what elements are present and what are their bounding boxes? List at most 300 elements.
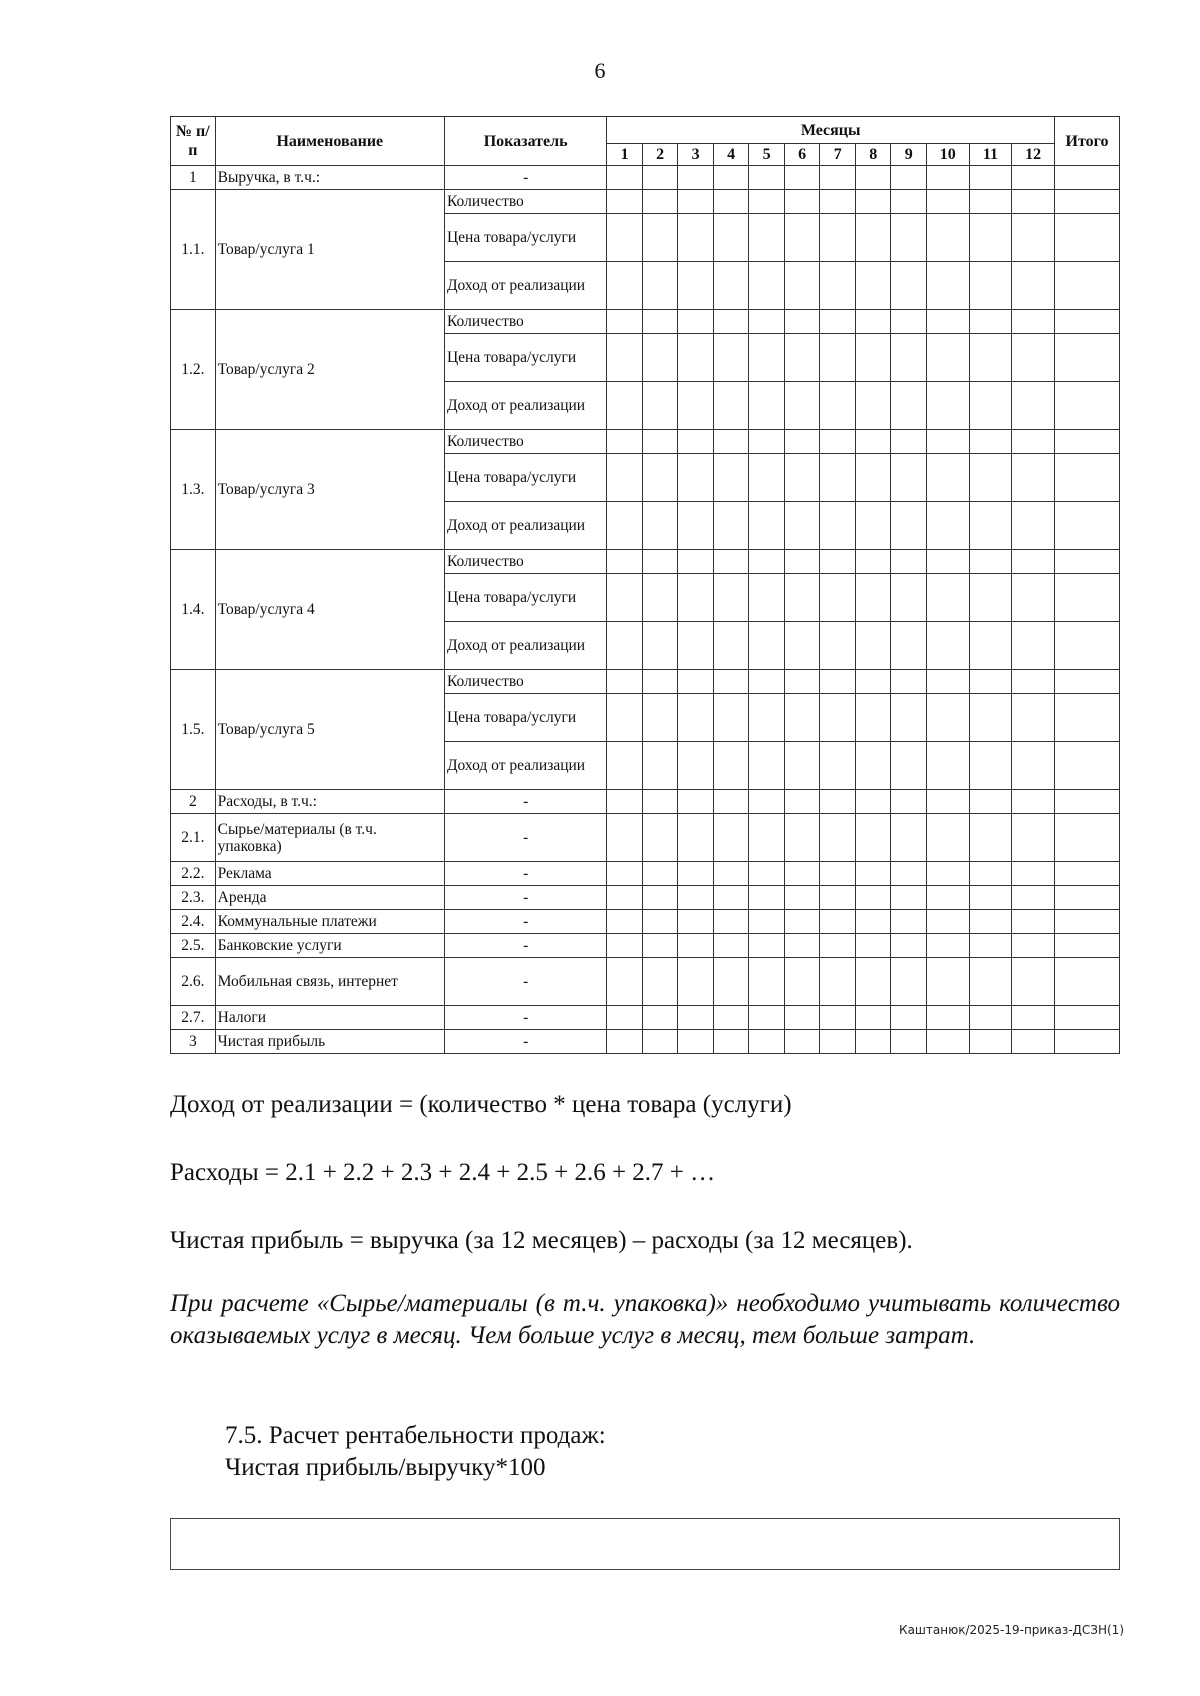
product-5-ind-1-month-4-cell[interactable] [713,670,749,694]
product-2-ind-1-month-5-cell[interactable] [749,310,785,334]
expense-2-month-2-cell[interactable] [642,814,678,862]
product-4-ind-2-month-6-cell[interactable] [784,574,820,622]
product-4-ind-3-month-1-cell[interactable] [607,622,643,670]
product-2-ind-3-total-cell[interactable] [1054,382,1119,430]
product-2-ind-1-month-6-cell[interactable] [784,310,820,334]
expense-1-month-1-cell[interactable] [607,790,643,814]
product-5-ind-2-month-2-cell[interactable] [642,694,678,742]
revenue-month-4-cell[interactable] [713,166,749,190]
product-5-ind-2-month-4-cell[interactable] [713,694,749,742]
product-2-ind-2-month-5-cell[interactable] [749,334,785,382]
product-4-ind-3-total-cell[interactable] [1054,622,1119,670]
product-4-ind-2-month-4-cell[interactable] [713,574,749,622]
product-4-ind-1-month-12-cell[interactable] [1012,550,1055,574]
expense-7-total-cell[interactable] [1054,958,1119,1006]
product-1-ind-1-month-10-cell[interactable] [926,190,969,214]
product-4-ind-1-month-9-cell[interactable] [891,550,927,574]
product-3-ind-3-month-6-cell[interactable] [784,502,820,550]
expense-3-month-11-cell[interactable] [969,862,1012,886]
revenue-month-12-cell[interactable] [1012,166,1055,190]
product-2-ind-3-month-2-cell[interactable] [642,382,678,430]
expense-4-month-3-cell[interactable] [678,886,714,910]
expense-8-month-11-cell[interactable] [969,1006,1012,1030]
product-2-ind-1-month-1-cell[interactable] [607,310,643,334]
expense-5-month-4-cell[interactable] [713,910,749,934]
product-3-ind-3-month-1-cell[interactable] [607,502,643,550]
product-2-ind-1-month-12-cell[interactable] [1012,310,1055,334]
product-5-ind-1-month-6-cell[interactable] [784,670,820,694]
expense-2-month-11-cell[interactable] [969,814,1012,862]
expense-3-month-8-cell[interactable] [855,862,891,886]
product-3-ind-2-month-9-cell[interactable] [891,454,927,502]
expense-5-month-10-cell[interactable] [926,910,969,934]
expense-2-month-10-cell[interactable] [926,814,969,862]
product-4-ind-1-total-cell[interactable] [1054,550,1119,574]
product-4-ind-3-month-6-cell[interactable] [784,622,820,670]
product-3-ind-2-month-1-cell[interactable] [607,454,643,502]
expense-9-month-5-cell[interactable] [749,1030,785,1054]
product-2-ind-1-month-9-cell[interactable] [891,310,927,334]
expense-5-month-6-cell[interactable] [784,910,820,934]
expense-7-month-5-cell[interactable] [749,958,785,1006]
product-3-ind-3-month-11-cell[interactable] [969,502,1012,550]
revenue-month-6-cell[interactable] [784,166,820,190]
expense-5-month-8-cell[interactable] [855,910,891,934]
product-3-ind-1-month-2-cell[interactable] [642,430,678,454]
product-1-ind-2-month-5-cell[interactable] [749,214,785,262]
product-1-ind-1-month-6-cell[interactable] [784,190,820,214]
expense-6-month-9-cell[interactable] [891,934,927,958]
expense-5-month-9-cell[interactable] [891,910,927,934]
answer-input-box[interactable] [170,1518,1120,1570]
product-3-ind-1-total-cell[interactable] [1054,430,1119,454]
product-5-ind-1-month-10-cell[interactable] [926,670,969,694]
expense-9-month-9-cell[interactable] [891,1030,927,1054]
expense-8-month-8-cell[interactable] [855,1006,891,1030]
expense-4-month-2-cell[interactable] [642,886,678,910]
expense-6-month-8-cell[interactable] [855,934,891,958]
product-5-ind-1-month-2-cell[interactable] [642,670,678,694]
product-1-ind-2-month-10-cell[interactable] [926,214,969,262]
product-4-ind-3-month-7-cell[interactable] [820,622,856,670]
product-4-ind-1-month-8-cell[interactable] [855,550,891,574]
expense-7-month-9-cell[interactable] [891,958,927,1006]
expense-2-month-8-cell[interactable] [855,814,891,862]
expense-5-month-2-cell[interactable] [642,910,678,934]
expense-4-total-cell[interactable] [1054,886,1119,910]
expense-8-month-6-cell[interactable] [784,1006,820,1030]
expense-3-month-4-cell[interactable] [713,862,749,886]
product-5-ind-3-month-8-cell[interactable] [855,742,891,790]
product-1-ind-2-total-cell[interactable] [1054,214,1119,262]
product-5-ind-2-month-5-cell[interactable] [749,694,785,742]
revenue-month-3-cell[interactable] [678,166,714,190]
product-1-ind-2-month-8-cell[interactable] [855,214,891,262]
product-4-ind-2-month-11-cell[interactable] [969,574,1012,622]
product-5-ind-2-month-3-cell[interactable] [678,694,714,742]
expense-9-month-8-cell[interactable] [855,1030,891,1054]
expense-2-month-5-cell[interactable] [749,814,785,862]
expense-5-month-7-cell[interactable] [820,910,856,934]
expense-1-month-12-cell[interactable] [1012,790,1055,814]
product-4-ind-3-month-9-cell[interactable] [891,622,927,670]
product-1-ind-1-month-7-cell[interactable] [820,190,856,214]
expense-7-month-6-cell[interactable] [784,958,820,1006]
product-4-ind-1-month-4-cell[interactable] [713,550,749,574]
product-2-ind-1-month-7-cell[interactable] [820,310,856,334]
product-5-ind-2-month-8-cell[interactable] [855,694,891,742]
revenue-month-2-cell[interactable] [642,166,678,190]
expense-8-month-5-cell[interactable] [749,1006,785,1030]
product-3-ind-3-month-2-cell[interactable] [642,502,678,550]
expense-1-month-10-cell[interactable] [926,790,969,814]
product-1-ind-1-month-11-cell[interactable] [969,190,1012,214]
expense-4-month-5-cell[interactable] [749,886,785,910]
expense-8-month-9-cell[interactable] [891,1006,927,1030]
product-4-ind-2-total-cell[interactable] [1054,574,1119,622]
expense-9-month-3-cell[interactable] [678,1030,714,1054]
revenue-month-5-cell[interactable] [749,166,785,190]
expense-8-month-2-cell[interactable] [642,1006,678,1030]
expense-9-total-cell[interactable] [1054,1030,1119,1054]
product-2-ind-2-month-2-cell[interactable] [642,334,678,382]
product-5-ind-1-month-3-cell[interactable] [678,670,714,694]
expense-3-month-6-cell[interactable] [784,862,820,886]
product-4-ind-1-month-7-cell[interactable] [820,550,856,574]
product-1-ind-3-month-1-cell[interactable] [607,262,643,310]
product-2-ind-3-month-6-cell[interactable] [784,382,820,430]
revenue-month-9-cell[interactable] [891,166,927,190]
product-3-ind-2-month-8-cell[interactable] [855,454,891,502]
product-2-ind-3-month-5-cell[interactable] [749,382,785,430]
product-1-ind-3-month-4-cell[interactable] [713,262,749,310]
product-1-ind-3-month-8-cell[interactable] [855,262,891,310]
product-1-ind-1-month-8-cell[interactable] [855,190,891,214]
product-3-ind-2-month-2-cell[interactable] [642,454,678,502]
expense-9-month-11-cell[interactable] [969,1030,1012,1054]
expense-3-month-12-cell[interactable] [1012,862,1055,886]
product-3-ind-1-month-6-cell[interactable] [784,430,820,454]
product-1-ind-3-month-2-cell[interactable] [642,262,678,310]
expense-1-month-6-cell[interactable] [784,790,820,814]
expense-8-month-10-cell[interactable] [926,1006,969,1030]
expense-6-month-11-cell[interactable] [969,934,1012,958]
expense-5-total-cell[interactable] [1054,910,1119,934]
product-4-ind-2-month-2-cell[interactable] [642,574,678,622]
expense-1-month-7-cell[interactable] [820,790,856,814]
product-4-ind-3-month-5-cell[interactable] [749,622,785,670]
product-5-ind-1-month-1-cell[interactable] [607,670,643,694]
product-3-ind-3-month-9-cell[interactable] [891,502,927,550]
product-4-ind-2-month-12-cell[interactable] [1012,574,1055,622]
product-4-ind-1-month-2-cell[interactable] [642,550,678,574]
expense-3-month-3-cell[interactable] [678,862,714,886]
product-5-ind-1-total-cell[interactable] [1054,670,1119,694]
expense-2-month-4-cell[interactable] [713,814,749,862]
expense-1-month-4-cell[interactable] [713,790,749,814]
expense-9-month-4-cell[interactable] [713,1030,749,1054]
product-2-ind-1-month-10-cell[interactable] [926,310,969,334]
product-2-ind-1-month-4-cell[interactable] [713,310,749,334]
product-2-ind-2-month-9-cell[interactable] [891,334,927,382]
product-2-ind-1-month-3-cell[interactable] [678,310,714,334]
product-5-ind-3-month-4-cell[interactable] [713,742,749,790]
product-4-ind-3-month-8-cell[interactable] [855,622,891,670]
expense-2-month-3-cell[interactable] [678,814,714,862]
product-2-ind-3-month-12-cell[interactable] [1012,382,1055,430]
expense-3-month-7-cell[interactable] [820,862,856,886]
product-2-ind-2-total-cell[interactable] [1054,334,1119,382]
product-1-ind-3-month-11-cell[interactable] [969,262,1012,310]
product-5-ind-2-month-11-cell[interactable] [969,694,1012,742]
product-5-ind-1-month-11-cell[interactable] [969,670,1012,694]
product-4-ind-2-month-9-cell[interactable] [891,574,927,622]
product-1-ind-2-month-9-cell[interactable] [891,214,927,262]
product-2-ind-3-month-10-cell[interactable] [926,382,969,430]
product-5-ind-3-month-12-cell[interactable] [1012,742,1055,790]
product-4-ind-1-month-11-cell[interactable] [969,550,1012,574]
expense-2-month-7-cell[interactable] [820,814,856,862]
expense-8-month-12-cell[interactable] [1012,1006,1055,1030]
product-3-ind-1-month-12-cell[interactable] [1012,430,1055,454]
product-5-ind-3-month-2-cell[interactable] [642,742,678,790]
product-1-ind-3-month-9-cell[interactable] [891,262,927,310]
product-1-ind-2-month-4-cell[interactable] [713,214,749,262]
product-3-ind-2-month-5-cell[interactable] [749,454,785,502]
expense-6-month-7-cell[interactable] [820,934,856,958]
product-4-ind-2-month-5-cell[interactable] [749,574,785,622]
product-3-ind-3-month-10-cell[interactable] [926,502,969,550]
expense-3-month-5-cell[interactable] [749,862,785,886]
expense-1-month-11-cell[interactable] [969,790,1012,814]
product-3-ind-1-month-3-cell[interactable] [678,430,714,454]
product-2-ind-1-month-11-cell[interactable] [969,310,1012,334]
product-4-ind-3-month-11-cell[interactable] [969,622,1012,670]
product-1-ind-3-month-10-cell[interactable] [926,262,969,310]
expense-2-month-6-cell[interactable] [784,814,820,862]
expense-8-month-7-cell[interactable] [820,1006,856,1030]
product-3-ind-3-month-3-cell[interactable] [678,502,714,550]
product-3-ind-3-month-5-cell[interactable] [749,502,785,550]
product-3-ind-2-month-12-cell[interactable] [1012,454,1055,502]
product-1-ind-1-month-9-cell[interactable] [891,190,927,214]
expense-4-month-11-cell[interactable] [969,886,1012,910]
product-2-ind-2-month-7-cell[interactable] [820,334,856,382]
product-2-ind-2-month-8-cell[interactable] [855,334,891,382]
product-4-ind-3-month-10-cell[interactable] [926,622,969,670]
product-5-ind-3-total-cell[interactable] [1054,742,1119,790]
product-5-ind-2-month-9-cell[interactable] [891,694,927,742]
expense-3-month-10-cell[interactable] [926,862,969,886]
expense-9-month-12-cell[interactable] [1012,1030,1055,1054]
product-1-ind-2-month-11-cell[interactable] [969,214,1012,262]
expense-4-month-9-cell[interactable] [891,886,927,910]
product-5-ind-3-month-6-cell[interactable] [784,742,820,790]
expense-4-month-7-cell[interactable] [820,886,856,910]
expense-2-month-1-cell[interactable] [607,814,643,862]
revenue-total-cell[interactable] [1054,166,1119,190]
product-4-ind-3-month-2-cell[interactable] [642,622,678,670]
expense-7-month-3-cell[interactable] [678,958,714,1006]
expense-2-month-12-cell[interactable] [1012,814,1055,862]
product-1-ind-3-month-3-cell[interactable] [678,262,714,310]
product-4-ind-1-month-5-cell[interactable] [749,550,785,574]
expense-1-month-3-cell[interactable] [678,790,714,814]
revenue-month-10-cell[interactable] [926,166,969,190]
product-2-ind-2-month-4-cell[interactable] [713,334,749,382]
product-1-ind-1-month-12-cell[interactable] [1012,190,1055,214]
product-3-ind-2-month-10-cell[interactable] [926,454,969,502]
product-2-ind-3-month-1-cell[interactable] [607,382,643,430]
product-4-ind-2-month-1-cell[interactable] [607,574,643,622]
product-1-ind-3-month-5-cell[interactable] [749,262,785,310]
expense-8-month-1-cell[interactable] [607,1006,643,1030]
expense-1-total-cell[interactable] [1054,790,1119,814]
product-3-ind-2-month-7-cell[interactable] [820,454,856,502]
expense-9-month-1-cell[interactable] [607,1030,643,1054]
expense-1-month-5-cell[interactable] [749,790,785,814]
expense-3-month-9-cell[interactable] [891,862,927,886]
product-4-ind-2-month-7-cell[interactable] [820,574,856,622]
product-5-ind-1-month-7-cell[interactable] [820,670,856,694]
expense-7-month-12-cell[interactable] [1012,958,1055,1006]
expense-5-month-3-cell[interactable] [678,910,714,934]
product-5-ind-3-month-5-cell[interactable] [749,742,785,790]
product-2-ind-3-month-11-cell[interactable] [969,382,1012,430]
product-1-ind-1-month-5-cell[interactable] [749,190,785,214]
product-1-ind-1-month-4-cell[interactable] [713,190,749,214]
product-1-ind-2-month-6-cell[interactable] [784,214,820,262]
expense-9-month-2-cell[interactable] [642,1030,678,1054]
expense-8-month-4-cell[interactable] [713,1006,749,1030]
expense-6-month-12-cell[interactable] [1012,934,1055,958]
product-2-ind-3-month-8-cell[interactable] [855,382,891,430]
product-1-ind-1-month-2-cell[interactable] [642,190,678,214]
product-5-ind-2-total-cell[interactable] [1054,694,1119,742]
product-2-ind-1-month-8-cell[interactable] [855,310,891,334]
expense-6-month-1-cell[interactable] [607,934,643,958]
expense-3-total-cell[interactable] [1054,862,1119,886]
product-3-ind-2-month-11-cell[interactable] [969,454,1012,502]
expense-5-month-5-cell[interactable] [749,910,785,934]
expense-4-month-1-cell[interactable] [607,886,643,910]
product-5-ind-2-month-10-cell[interactable] [926,694,969,742]
product-4-ind-1-month-3-cell[interactable] [678,550,714,574]
expense-6-month-5-cell[interactable] [749,934,785,958]
product-3-ind-2-total-cell[interactable] [1054,454,1119,502]
product-5-ind-3-month-7-cell[interactable] [820,742,856,790]
product-4-ind-3-month-4-cell[interactable] [713,622,749,670]
product-4-ind-2-month-8-cell[interactable] [855,574,891,622]
expense-8-month-3-cell[interactable] [678,1006,714,1030]
product-1-ind-3-total-cell[interactable] [1054,262,1119,310]
expense-5-month-11-cell[interactable] [969,910,1012,934]
revenue-month-11-cell[interactable] [969,166,1012,190]
expense-3-month-2-cell[interactable] [642,862,678,886]
product-3-ind-3-month-7-cell[interactable] [820,502,856,550]
expense-6-month-3-cell[interactable] [678,934,714,958]
product-4-ind-2-month-3-cell[interactable] [678,574,714,622]
expense-2-month-9-cell[interactable] [891,814,927,862]
expense-7-month-10-cell[interactable] [926,958,969,1006]
product-5-ind-1-month-8-cell[interactable] [855,670,891,694]
expense-4-month-12-cell[interactable] [1012,886,1055,910]
product-3-ind-1-month-10-cell[interactable] [926,430,969,454]
revenue-month-7-cell[interactable] [820,166,856,190]
product-3-ind-1-month-4-cell[interactable] [713,430,749,454]
expense-6-month-10-cell[interactable] [926,934,969,958]
expense-9-month-10-cell[interactable] [926,1030,969,1054]
product-5-ind-2-month-1-cell[interactable] [607,694,643,742]
expense-6-total-cell[interactable] [1054,934,1119,958]
expense-9-month-7-cell[interactable] [820,1030,856,1054]
product-1-ind-3-month-12-cell[interactable] [1012,262,1055,310]
product-5-ind-3-month-11-cell[interactable] [969,742,1012,790]
expense-7-month-2-cell[interactable] [642,958,678,1006]
expense-5-month-12-cell[interactable] [1012,910,1055,934]
product-5-ind-2-month-7-cell[interactable] [820,694,856,742]
product-3-ind-1-month-1-cell[interactable] [607,430,643,454]
product-2-ind-1-total-cell[interactable] [1054,310,1119,334]
product-3-ind-2-month-3-cell[interactable] [678,454,714,502]
product-5-ind-3-month-1-cell[interactable] [607,742,643,790]
product-3-ind-1-month-7-cell[interactable] [820,430,856,454]
expense-6-month-2-cell[interactable] [642,934,678,958]
revenue-month-1-cell[interactable] [607,166,643,190]
product-1-ind-1-month-3-cell[interactable] [678,190,714,214]
product-3-ind-1-month-5-cell[interactable] [749,430,785,454]
product-4-ind-1-month-10-cell[interactable] [926,550,969,574]
product-3-ind-3-month-12-cell[interactable] [1012,502,1055,550]
product-2-ind-1-month-2-cell[interactable] [642,310,678,334]
expense-7-month-7-cell[interactable] [820,958,856,1006]
revenue-month-8-cell[interactable] [855,166,891,190]
product-1-ind-1-total-cell[interactable] [1054,190,1119,214]
expense-6-month-6-cell[interactable] [784,934,820,958]
expense-4-month-6-cell[interactable] [784,886,820,910]
product-3-ind-3-month-4-cell[interactable] [713,502,749,550]
expense-4-month-8-cell[interactable] [855,886,891,910]
expense-7-month-8-cell[interactable] [855,958,891,1006]
product-5-ind-1-month-12-cell[interactable] [1012,670,1055,694]
product-1-ind-3-month-7-cell[interactable] [820,262,856,310]
product-4-ind-3-month-3-cell[interactable] [678,622,714,670]
product-2-ind-2-month-10-cell[interactable] [926,334,969,382]
product-2-ind-3-month-7-cell[interactable] [820,382,856,430]
expense-7-month-4-cell[interactable] [713,958,749,1006]
product-5-ind-3-month-3-cell[interactable] [678,742,714,790]
product-2-ind-2-month-12-cell[interactable] [1012,334,1055,382]
product-2-ind-3-month-3-cell[interactable] [678,382,714,430]
product-2-ind-3-month-9-cell[interactable] [891,382,927,430]
product-4-ind-2-month-10-cell[interactable] [926,574,969,622]
product-1-ind-2-month-3-cell[interactable] [678,214,714,262]
product-3-ind-2-month-4-cell[interactable] [713,454,749,502]
product-4-ind-3-month-12-cell[interactable] [1012,622,1055,670]
expense-3-month-1-cell[interactable] [607,862,643,886]
expense-4-month-10-cell[interactable] [926,886,969,910]
product-4-ind-1-month-1-cell[interactable] [607,550,643,574]
product-5-ind-2-month-6-cell[interactable] [784,694,820,742]
expense-9-month-6-cell[interactable] [784,1030,820,1054]
expense-2-total-cell[interactable] [1054,814,1119,862]
product-2-ind-2-month-3-cell[interactable] [678,334,714,382]
product-1-ind-1-month-1-cell[interactable] [607,190,643,214]
product-5-ind-1-month-9-cell[interactable] [891,670,927,694]
product-1-ind-2-month-1-cell[interactable] [607,214,643,262]
product-1-ind-3-month-6-cell[interactable] [784,262,820,310]
expense-1-month-9-cell[interactable] [891,790,927,814]
